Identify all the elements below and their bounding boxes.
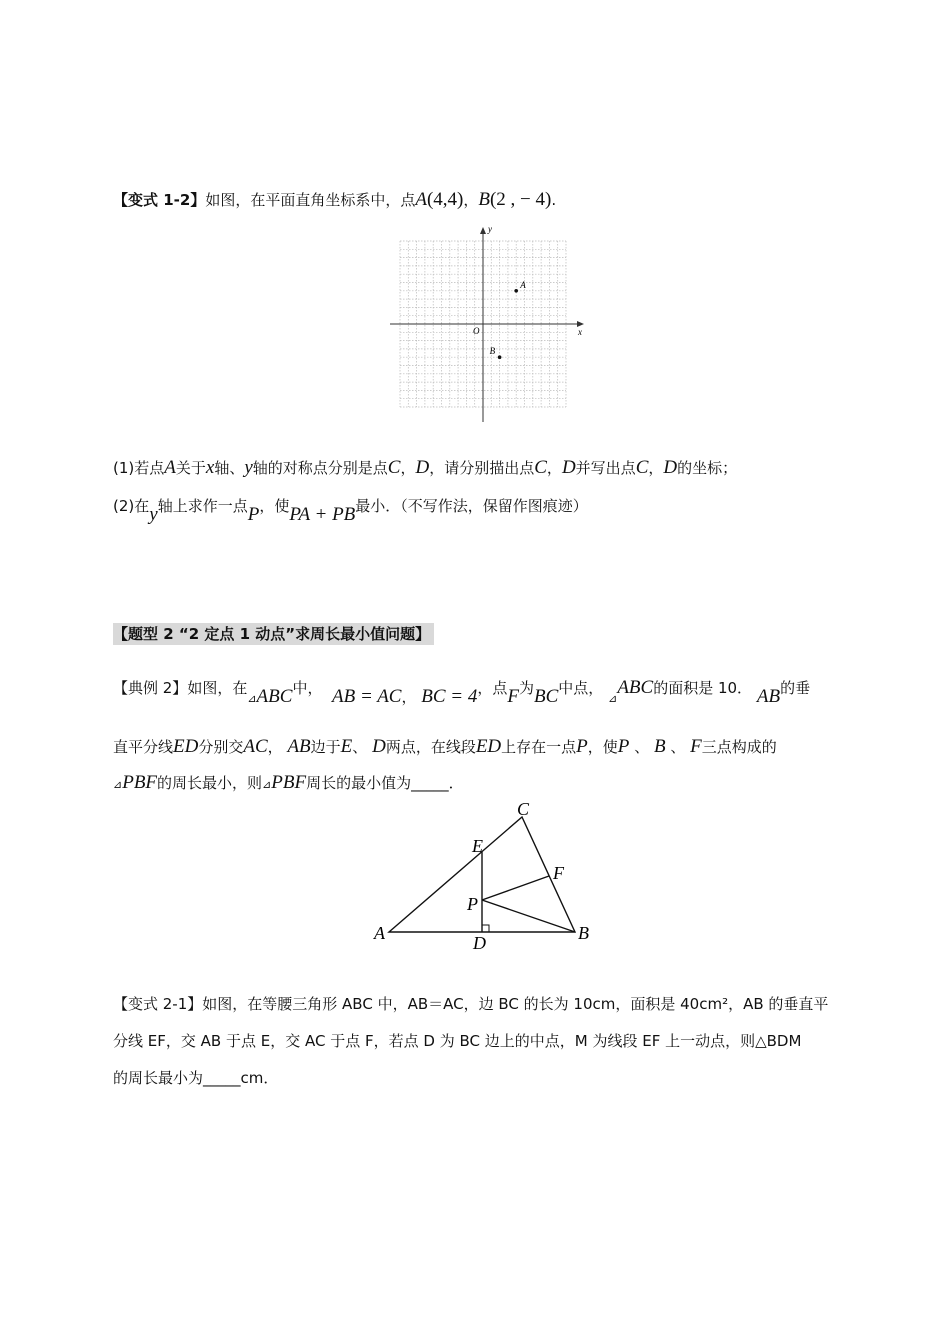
label-d: D	[473, 933, 486, 953]
coordinate-grid-figure	[388, 224, 598, 424]
label-c: C	[517, 799, 530, 819]
point-b-label: B	[489, 346, 496, 357]
variant-2-1-line-3: 的周长最小为_____cm．	[113, 1069, 279, 1087]
label-e: E	[472, 836, 483, 856]
point-a	[514, 289, 518, 293]
y-axis-label: y	[488, 224, 492, 234]
segment-pb	[482, 900, 575, 932]
point-b	[498, 355, 502, 359]
example-2-line-3: ⊿PBF的周长最小，则⊿PBF周长的最小值为_____．	[113, 772, 464, 793]
variant-label: 【变式 1-2】	[113, 191, 206, 209]
right-angle-mark	[482, 925, 489, 932]
question-2: (2)在y轴上求作一点P，使PA + PB最小．（不写作法，保留作图痕迹）	[113, 497, 588, 525]
section-heading: 【题型 2 “2 定点 1 动点”求周长最小值问题】	[113, 623, 434, 645]
example-2-line-1: 【典例 2】如图，在$_⊿$ABC中， AB = AC， BC = 4，点F为BC中点， $_⊿$ABC的面积是 10． AB的垂	[113, 677, 811, 707]
variant-2-1-line-2: 分线 EF，交 AB 于点 E，交 AC 于点 F，若点 D 为 BC 边上的中点，M 为线段 EF 上一动点，则△BDM	[113, 1032, 802, 1050]
label-a: A	[374, 923, 385, 943]
answer-blank: _____	[203, 1069, 241, 1087]
label-f: F	[553, 863, 564, 883]
y-axis-arrow	[480, 227, 486, 234]
label-b: B	[578, 923, 589, 943]
answer-blank: _____	[411, 774, 449, 792]
triangle-figure	[370, 799, 610, 953]
origin-label: O	[473, 326, 480, 336]
variant-1-2-statement: 【变式 1-2】如图，在平面直角坐标系中，点A(4,4)，B(2 , − 4).	[113, 189, 557, 210]
point-a-label: A	[520, 279, 526, 290]
example-2-line-2: 直平分线ED分别交AC， AB边于E、 D两点，在线段ED上存在一点P，使P 、 B 、 F三点构成的	[113, 736, 777, 757]
variant-2-1-line-1: 【变式 2-1】如图，在等腰三角形 ABC 中，AB＝AC，边 BC 的长为 10cm，面积是 40cm²，AB 的垂直平	[113, 995, 829, 1013]
segment-pf	[482, 876, 549, 900]
label-p: P	[467, 894, 478, 914]
x-axis-label: x	[578, 327, 582, 337]
question-1: (1)若点A关于x轴、y轴的对称点分别是点C，D，请分别描出点C，D并写出点C，D的坐标；	[113, 457, 738, 478]
